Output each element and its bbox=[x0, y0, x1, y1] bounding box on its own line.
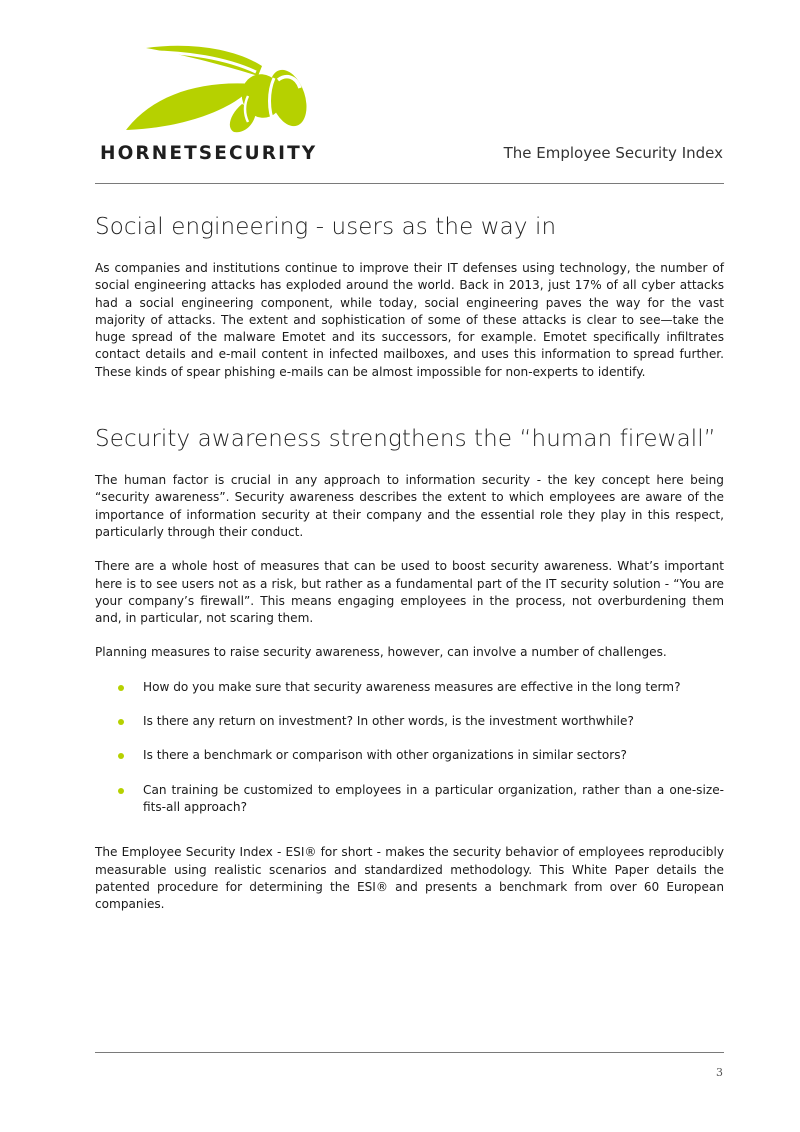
list-item-text: Is there any return on investment? In other words, is the investment worthwhile? bbox=[143, 714, 634, 729]
paragraph: Planning measures to raise security awareness, however, can involve a number of challenges. bbox=[95, 645, 667, 660]
list-item-text: How do you make sure that security awareness measures are effective in the long term? bbox=[143, 679, 681, 694]
paragraph: The human factor is crucial in any approach to information security - the key concept here being “security awareness”. Security awareness describes the extent to which employees are aware of the importance of information security at their company and the essential role they play in this respect, particularly through their conduct. bbox=[95, 473, 724, 539]
brand-wordmark: HORNETSECURITY bbox=[100, 143, 318, 164]
list-item-text: Is there a benchmark or comparison with other organizations in similar sectors? bbox=[143, 748, 627, 763]
page-number: 3 bbox=[716, 1066, 723, 1079]
footer-divider bbox=[95, 1052, 724, 1053]
list-item bbox=[143, 782, 724, 817]
header-divider bbox=[95, 183, 724, 184]
page-content bbox=[95, 206, 724, 913]
hornetsecurity-logo bbox=[100, 44, 330, 169]
list-item bbox=[143, 747, 724, 764]
bullet-icon bbox=[118, 753, 124, 759]
section-heading-security-awareness: Security awareness strengthens the “human firewall” bbox=[95, 426, 716, 453]
section-heading-social-engineering: Social engineering - users as the way in bbox=[95, 214, 557, 240]
hornet-logo-icon bbox=[122, 44, 308, 134]
bullet-icon bbox=[118, 719, 124, 725]
document-title: The Employee Security Index bbox=[503, 144, 723, 162]
challenge-list bbox=[95, 679, 724, 816]
list-item-text: Can training be customized to employees in a particular organization, rather than a one-size-fits-all approach? bbox=[143, 782, 724, 814]
paragraph-closing: The Employee Security Index - ESI® for short - makes the security behavior of employees reproducibly measurable using realistic scenarios and standardized methodology. This White Paper details the patented procedure for determining the ESI® and presents a benchmark from over 60 European companies. bbox=[95, 845, 724, 912]
list-item bbox=[143, 713, 724, 730]
list-item bbox=[143, 679, 724, 696]
bullet-icon bbox=[118, 788, 124, 794]
paragraph: There are a whole host of measures that can be used to boost security awareness. What’s important here is to see users not as a risk, but rather as a fundamental part of the IT security solution - “You are your company’s firewall”. This means engaging employees in the process, not overburdening them and, in particular, not scaring them. bbox=[95, 559, 724, 626]
bullet-icon bbox=[118, 685, 124, 691]
paragraph: As companies and institutions continue to improve their IT defenses using technology, the number of social engineering attacks has exploded around the world. Back in 2013, just 17% of all cyber attacks had a social engineering component, while today, social engineering paves the way for the vast majority of attacks. The extent and sophistication of some of these attacks is clear to see—take the huge spread of the malware Emotet and its successors, for example. Emotet specifically infiltrates contact details and e-mail content in infected mailboxes, and uses this information to spread further. These kinds of spear phishing e-mails can be almost impossible for non-experts to identify. bbox=[95, 261, 724, 379]
